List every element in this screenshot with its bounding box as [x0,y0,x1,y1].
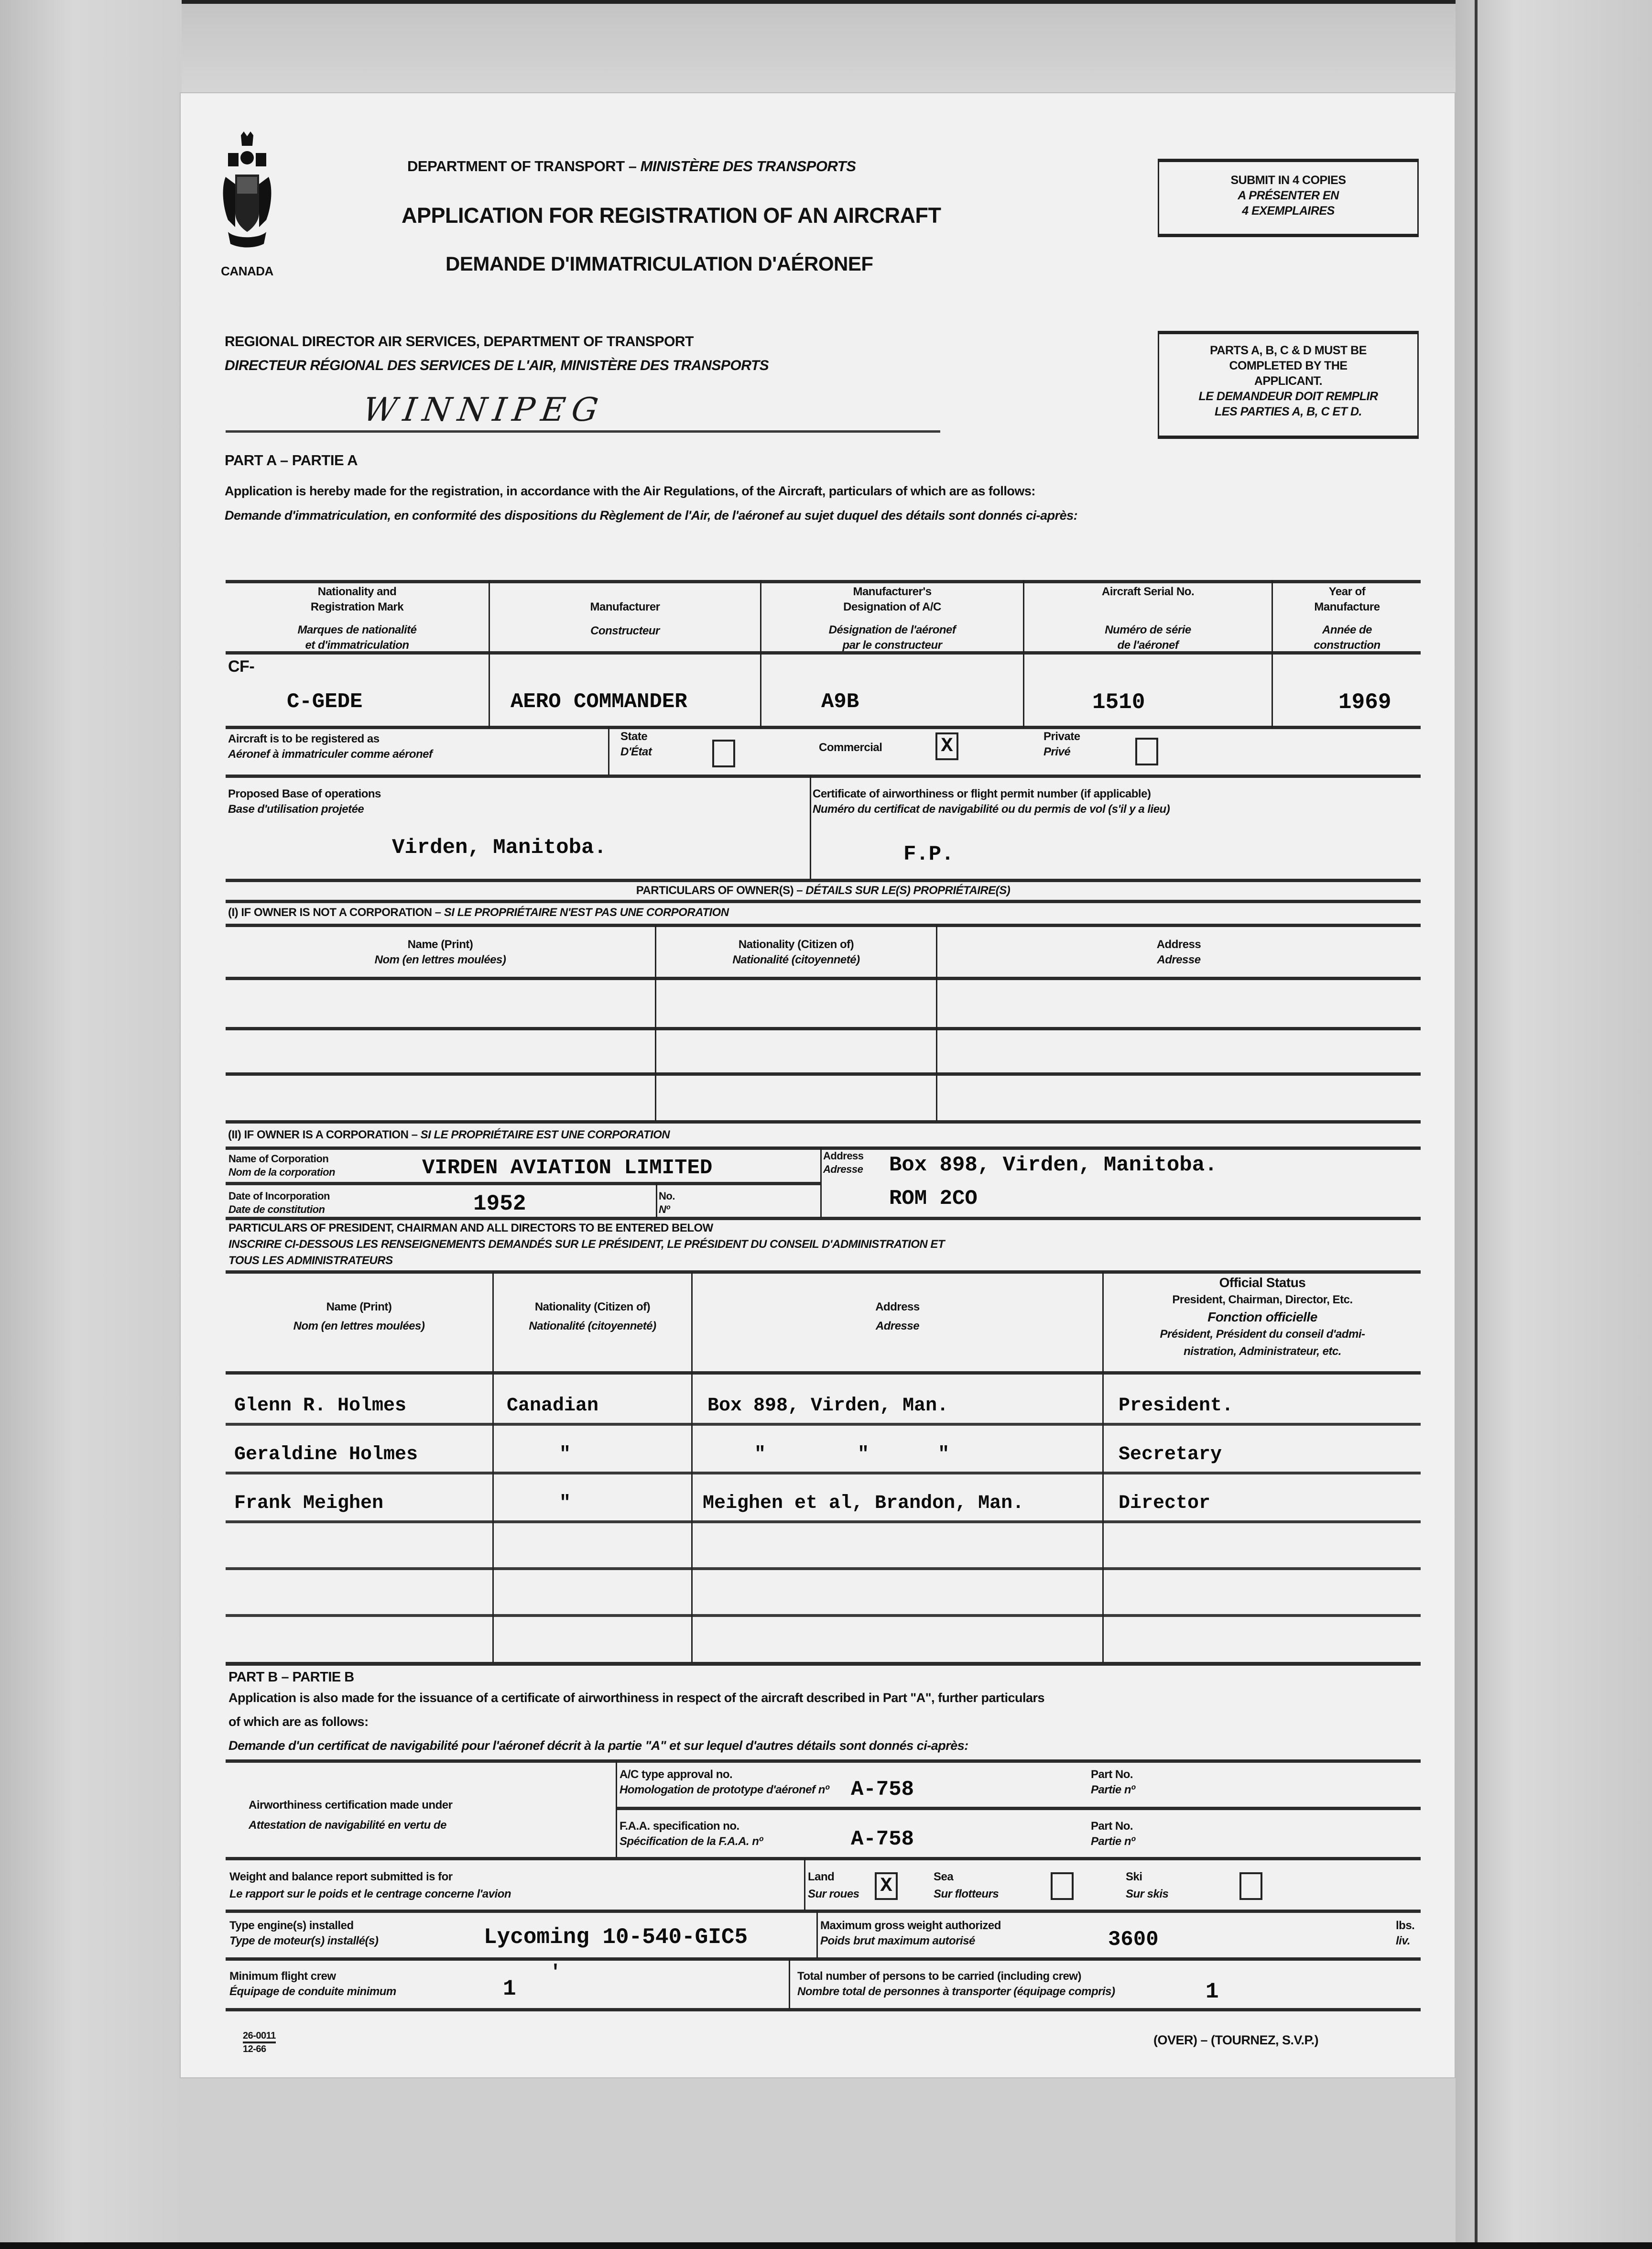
table-col-divider [804,1858,805,1911]
table-rule [226,775,1421,778]
faa-spec-label-en: F.A.A. specification no. [620,1820,739,1833]
scan-background-right [1456,0,1652,2249]
part-a-heading: PART A – PARTIE A [225,452,358,469]
max-weight-label-en: Maximum gross weight authorized [820,1919,1001,1932]
part-no-label-fr: Partie nº [1091,1783,1135,1796]
table-rule [226,1182,821,1185]
parts-line-3: APPLICANT. [1254,374,1323,388]
submit-line-1: SUBMIT IN 4 COPIES [1230,174,1346,187]
base-value[interactable]: Virden, Manitoba. [392,836,607,860]
handwritten-region: WINNIPEG [360,391,607,429]
weight-option-ski [1126,1868,1168,1903]
table-rule [616,1807,1421,1810]
owners-heading-fr: DÉTAILS SUR LE(S) PROPRIÉTAIRE(S) [805,884,1011,897]
col-header-fr: de l'aéronef [1117,639,1179,652]
col-header-en: Manufacture [1314,600,1380,613]
weight-option-land-fr: Sur roues [808,1888,859,1900]
department-en: DEPARTMENT OF TRANSPORT [407,158,625,175]
serial-value[interactable]: 1510 [1092,690,1145,715]
table-rule [226,1520,1421,1523]
table-rule [226,1957,1421,1961]
table-rule [226,2008,1421,2011]
director-nationality[interactable]: Canadian [507,1395,599,1417]
certificate-label [813,786,1170,817]
col-header-serial [1024,584,1272,653]
col-header-registration [226,584,489,653]
table-rule [226,1270,1421,1274]
col-header-en: Year of [1328,585,1366,598]
directors-col-en: Nationality (Citizen of) [534,1300,651,1313]
form-number-date: 12-66 [243,2044,266,2054]
owner-col-fr: Nationalité (citoyenneté) [732,953,860,966]
option-commercial-label: Commercial [819,741,882,754]
over-note: (OVER) – (TOURNEZ, S.V.P.) [1153,2033,1319,2047]
col-header-fr: Constructeur [590,624,660,637]
directors-col-status-fr-sub-2: nistration, Administrateur, etc. [1184,1345,1341,1358]
directors-col-address [693,1299,1102,1334]
section-rule [226,900,1421,903]
part-no-label [1091,1767,1135,1798]
corp-address-label-fr: Adresse [823,1163,863,1175]
table-rule [226,1567,1421,1570]
col-header-en: Nationality and [317,585,397,598]
col-header-en: Manufacturer [590,600,660,613]
table-rule [226,580,1421,583]
col-header-fr: Année de [1322,623,1372,636]
engine-label [229,1918,378,1949]
parts-line-2: COMPLETED BY THE [1229,359,1348,372]
owner-col-nationality [656,937,936,968]
directors-instruction-en: PARTICULARS OF PRESIDENT, CHAIRMAN AND ALL DIRECTORS TO BE ENTERED BELOW [228,1222,713,1234]
director-status[interactable]: Director [1119,1493,1211,1514]
registered-as-en: Aircraft is to be registered as [228,732,380,745]
directors-col-fr: Nom (en lettres moulées) [293,1320,425,1332]
director-name[interactable]: Geraldine Holmes [234,1444,418,1465]
section-ii-heading [228,1127,670,1143]
engine-value[interactable]: Lycoming 10-540-GIC5 [484,1925,748,1950]
parts-line-5: LES PARTIES A, B, C ET D. [1215,405,1362,418]
option-private-fr: Privé [1043,745,1071,758]
ski-checkbox[interactable] [1239,1872,1262,1900]
directors-col-en: Address [875,1300,920,1313]
part-b-heading: PART B – PARTIE B [228,1670,354,1685]
part-b-intro-fr: Demande d'un certificat de navigabilité pour l'aéronef décrit à la partie "A" et sur lequel d'autres détails sont donnés ci-après: [228,1738,968,1753]
max-weight-label [820,1918,1001,1949]
directors-col-fr: Adresse [875,1320,920,1332]
section-i-heading-fr: SI LE PROPRIÉTAIRE N'EST PAS UNE CORPORATION [444,906,729,919]
corp-address-line-2[interactable]: ROM 2CO [889,1187,978,1211]
private-checkbox[interactable] [1135,738,1158,765]
director-address[interactable]: Box 898, Virden, Man. [707,1395,949,1417]
weight-option-ski-fr: Sur skis [1126,1888,1169,1900]
table-col-divider [816,1911,818,1958]
state-checkbox[interactable] [712,740,735,767]
weight-option-land [808,1868,859,1903]
crew-value[interactable]: 1 [503,1976,516,2001]
corp-name-label-en: Name of Corporation [228,1153,329,1165]
corp-address-label-en: Address [823,1150,864,1162]
scan-background-left [0,0,182,2249]
department-fr: MINISTÈRE DES TRANSPORTS [640,158,856,175]
directors-col-name [226,1299,492,1334]
form-number [243,2030,276,2055]
faa-spec-label [620,1819,763,1849]
owner-col-en: Nationality (Citizen of) [738,938,854,951]
incorporation-date-label [228,1190,330,1216]
col-header-fr: Marques de nationalité [297,623,417,636]
weight-option-land-en: Land [808,1870,835,1883]
engine-label-en: Type engine(s) installed [229,1919,354,1932]
submit-copies-box [1158,159,1419,237]
weight-report-label [229,1868,511,1903]
table-rule [226,1371,1421,1375]
section-ii-dash: – [411,1128,421,1141]
section-ii-heading-en: (II) IF OWNER IS A CORPORATION [228,1128,409,1141]
table-rule [226,1662,1421,1666]
section-ii-heading-fr: SI LE PROPRIÉTAIRE EST UNE CORPORATION [420,1128,670,1141]
weight-report-label-en: Weight and balance report submitted is for [229,1870,453,1883]
incorporation-date-label-en: Date of Incorporation [228,1190,330,1202]
submit-line-2: A PRÉSENTER EN [1238,189,1339,202]
addressee-en: REGIONAL DIRECTOR AIR SERVICES, DEPARTMENT OF TRANSPORT [225,334,694,349]
table-rule [226,1759,1421,1763]
parts-notice-box [1158,331,1419,439]
col-header-fr: Numéro de série [1105,623,1191,636]
owner-col-fr: Nom (en lettres moulées) [374,953,506,966]
director-name[interactable]: Frank Meighen [234,1493,384,1514]
weight-option-sea-en: Sea [934,1870,954,1883]
submit-line-3: 4 EXEMPLAIRES [1242,204,1335,218]
department-line [407,158,856,175]
cert-basis-label-en: Airworthiness certification made under [249,1799,453,1812]
director-nationality[interactable]: " [559,1493,571,1514]
cert-basis-label-fr: Attestation de navigabilité en vertu de [249,1819,446,1832]
parts-line-4: LE DEMANDEUR DOIT REMPLIR [1198,390,1378,403]
type-approval-label [620,1767,829,1798]
director-status[interactable]: Secretary [1119,1444,1222,1465]
directors-col-status-fr-sub-1: Président, Président du conseil d'admi- [1160,1328,1365,1341]
table-col-divider [820,1147,822,1218]
weight-unit-fr: liv. [1396,1934,1411,1947]
directors-col-status-fr: Fonction officielle [1207,1310,1317,1324]
part-b-intro-en-2: of which are as follows: [228,1714,369,1729]
part-no-label-en: Part No. [1091,1820,1133,1833]
persons-value[interactable]: 1 [1206,1979,1219,2004]
corp-address-label [823,1149,864,1176]
col-header-designation [761,584,1023,653]
part-a-intro-fr: Demande d'immatriculation, en conformité des dispositions du Règlement de l'Air, de l'aéronef au sujet duquel des détails sont donnés ci-après: [225,508,1078,523]
table-rule [226,1614,1421,1617]
registered-as-fr: Aéronef à immatriculer comme aéronef [228,748,433,761]
directors-col-en: Name (Print) [326,1300,392,1313]
directors-col-fr: Nationalité (citoyenneté) [529,1320,656,1332]
directors-col-status [1104,1274,1421,1360]
owner-col-fr: Adresse [1157,953,1201,966]
table-col-divider [656,1183,657,1218]
col-header-fr: par le constructeur [842,639,942,652]
incorporation-date-value[interactable]: 1952 [473,1191,526,1216]
director-status[interactable]: President. [1119,1395,1234,1417]
certificate-label-fr: Numéro du certificat de navigabilité ou du permis de vol (s'il y a lieu) [813,803,1170,816]
part-no-label-en: Part No. [1091,1768,1133,1781]
form-title-fr: DEMANDE D'IMMATRICULATION D'AÉRONEF [446,252,873,275]
crew-label-en: Minimum flight crew [229,1970,336,1983]
parts-line-1: PARTS A, B, C & D MUST BE [1210,344,1367,357]
base-label-en: Proposed Base of operations [228,787,381,800]
col-header-en: Designation of A/C [843,600,941,613]
sea-checkbox[interactable] [1051,1872,1074,1900]
type-approval-label-fr: Homologation de prototype d'aéronef nº [620,1783,829,1796]
option-state-label [620,729,652,760]
scan-edge-bottom [0,2242,1652,2249]
director-address[interactable]: Meighen et al, Brandon, Man. [703,1493,1024,1514]
cert-basis-label [249,1795,452,1835]
type-approval-value[interactable]: A-758 [851,1778,914,1801]
manufacturer-value[interactable]: AERO COMMANDER [511,690,687,714]
crest-caption: CANADA [221,264,273,278]
table-rule [226,1217,1421,1220]
scan-fold-line [1475,0,1478,2249]
col-header-fr: Désignation de l'aéronef [828,623,956,636]
col-header-en: Aircraft Serial No. [1101,585,1195,598]
col-header-en: Registration Mark [310,600,404,613]
directors-instruction [228,1220,945,1269]
faa-spec-value[interactable]: A-758 [851,1827,914,1851]
weight-unit-en: lbs. [1396,1919,1415,1932]
incorporation-date-label-fr: Date de constitution [228,1203,325,1215]
directors-instruction-fr-1: INSCRIRE CI-DESSOUS LES RENSEIGNEMENTS DEMANDÉS SUR LE PRÉSIDENT, LE PRÉSIDENT DU CONSEIL D'ADMINISTRATION ET [228,1238,945,1251]
directors-col-status-en: Official Status [1219,1275,1306,1290]
directors-instruction-fr-2: TOUS LES ADMINISTRATEURS [228,1254,393,1267]
commercial-checkbox[interactable]: X [935,732,958,760]
owner-col-en: Address [1156,938,1201,951]
table-rule [226,924,1421,927]
part-b-intro-en-1: Application is also made for the issuance of a certificate of airworthiness in respect of the aircraft described in Part "A", further particulars [228,1691,1045,1705]
corp-address-line-1[interactable]: Box 898, Virden, Manitoba. [889,1153,1217,1177]
corp-name-value[interactable]: VIRDEN AVIATION LIMITED [422,1156,713,1180]
designation-value[interactable]: A9B [821,690,859,714]
region-underline [226,430,940,433]
weight-option-sea [934,1868,999,1903]
corp-no-label [659,1190,675,1216]
faa-spec-label-fr: Spécification de la F.A.A. nº [620,1835,763,1848]
persons-label-en: Total number of persons to be carried (including crew) [797,1970,1081,1983]
base-label-fr: Base d'utilisation projetée [228,803,364,816]
owner-col-name [226,937,655,968]
row-divider [608,727,609,775]
director-name[interactable]: Glenn R. Holmes [234,1395,407,1417]
registration-value[interactable]: C-GEDE [287,690,363,714]
addressee-fr: DIRECTEUR RÉGIONAL DES SERVICES DE L'AIR, MINISTÈRE DES TRANSPORTS [225,358,769,373]
weight-report-label-fr: Le rapport sur le poids et le centrage concerne l'avion [229,1888,511,1900]
table-rule [226,1423,1421,1426]
table-rule [226,977,1421,980]
owner-col-en: Name (Print) [407,938,473,951]
option-state-fr: D'État [620,745,652,758]
director-address[interactable]: " " " [754,1444,950,1465]
corp-name-label-fr: Nom de la corporation [228,1166,335,1178]
part-no-label-fr: Partie nº [1091,1835,1135,1848]
department-dash: – [628,158,641,175]
table-rule [226,1027,1421,1030]
engine-label-fr: Type de moteur(s) installé(s) [229,1934,379,1947]
form-title: APPLICATION FOR REGISTRATION OF AN AIRCRAFT [402,203,941,228]
table-rule [226,1120,1421,1124]
table-rule [226,1472,1421,1474]
part-a-intro-en: Application is hereby made for the registration, in accordance with the Air Regulations, of the Aircraft, particulars of which are as follows: [225,484,1035,498]
canada-crest [221,131,273,256]
directors-col-status-en-sub: President, Chairman, Director, Etc. [1172,1293,1353,1306]
crew-label-fr: Équipage de conduite minimum [229,1985,396,1998]
type-approval-label-en: A/C type approval no. [620,1768,733,1781]
corp-name-label [228,1152,335,1179]
persons-label [797,1969,1115,1999]
col-header-fr: construction [1314,639,1380,652]
option-private-en: Private [1043,730,1080,743]
crew-stray-mark: ' [550,1962,562,1984]
owners-heading [226,883,1421,898]
max-weight-label-fr: Poids brut maximum autorisé [820,1934,975,1947]
director-nationality[interactable]: " [559,1444,571,1465]
table-rule [226,1857,1421,1860]
registration-prefix: CF- [228,657,255,676]
max-weight-value[interactable]: 3600 [1108,1928,1159,1952]
col-header-fr: et d'immatriculation [305,639,409,652]
col-header-en: Manufacturer's [853,585,932,598]
option-state-en: State [620,730,648,743]
row-divider [810,775,811,880]
table-rule [226,726,1421,729]
section-i-dash: – [435,906,444,919]
owner-col-address [937,937,1420,968]
col-header-year [1273,584,1421,653]
form-number-code: 26-0011 [243,2030,276,2043]
coat-of-arms-icon [221,131,273,256]
directors-col-nationality [494,1299,691,1334]
table-rule [226,1910,1421,1913]
certificate-label-en: Certificate of airworthiness or flight permit number (if applicable) [813,787,1151,800]
table-col-divider [789,1959,790,2009]
corp-no-label-en: No. [659,1190,675,1202]
part-no-label [1091,1819,1135,1849]
option-private-label [1043,729,1080,760]
corp-no-label-fr: Nº [659,1203,670,1215]
crew-label [229,1969,396,1999]
persons-label-fr: Nombre total de personnes à transporter (équipage compris) [797,1985,1115,1998]
table-rule [226,1072,1421,1076]
weight-option-ski-en: Ski [1126,1870,1142,1883]
section-rule [226,879,1421,882]
weight-unit [1396,1918,1414,1949]
col-header-manufacturer [490,600,760,639]
certificate-value[interactable]: F.P. [903,842,954,866]
scan-background-top [0,0,1652,96]
owners-heading-dash: – [796,884,806,897]
section-i-heading [228,905,729,920]
scan-edge-top [0,0,1652,4]
weight-option-sea-fr: Sur flotteurs [934,1888,999,1900]
owners-heading-en: PARTICULARS OF OWNER(S) [636,884,794,897]
year-value[interactable]: 1969 [1338,690,1391,715]
section-i-heading-en: (I) IF OWNER IS NOT A CORPORATION [228,906,432,919]
registered-as-label [228,731,433,762]
land-checkbox[interactable]: X [875,1872,898,1900]
base-label [228,786,381,817]
table-col-divider [616,1761,617,1858]
